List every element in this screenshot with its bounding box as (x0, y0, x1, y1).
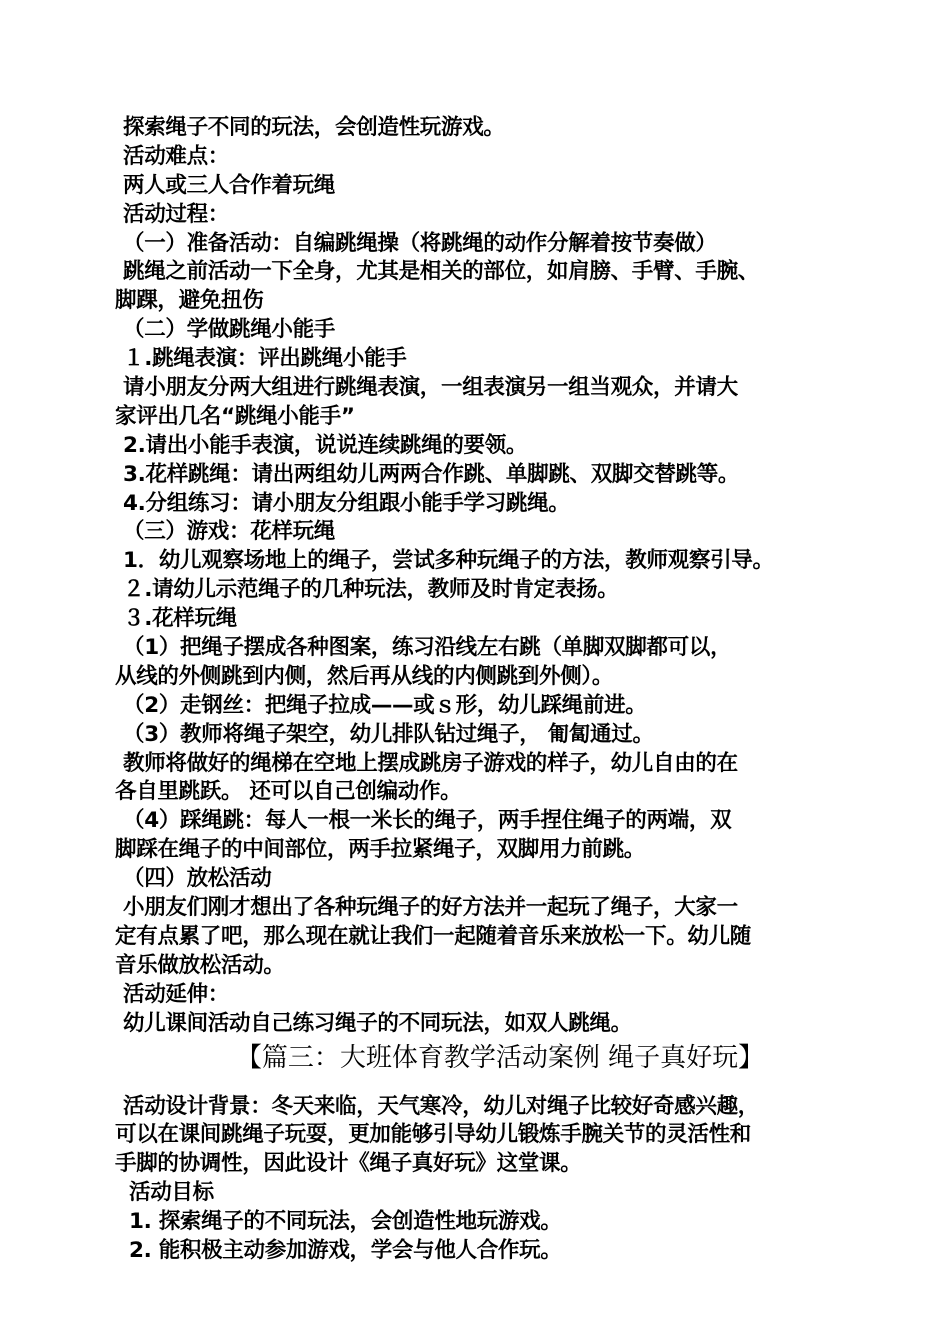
text-line: 活动过程： (123, 201, 230, 227)
text-line: 1. 探索绳子的不同玩法，会创造性地玩游戏。 (129, 1209, 562, 1235)
text-line: 家评出几名“跳绳小能手” (115, 403, 355, 429)
text-line: 从线的外侧跳到内侧，然后再从线的内侧跳到外侧）。 (115, 663, 614, 689)
document-body (115, 114, 845, 1266)
text-line: 4.分组练习：请小朋友分组跟小能手学习跳绳。 (123, 490, 570, 516)
lesson-plan-part-three (115, 1093, 845, 1266)
text-line: 各自里跳跃。 还可以自己创编动作。 (115, 779, 462, 805)
text-line: 跳绳之前活动一下全身，尤其是相关的部位，如肩膀、手臂、手腕、 (123, 259, 760, 285)
text-line: 小朋友们刚才想出了各种玩绳子的好方法并一起玩了绳子，大家一 (123, 895, 738, 921)
text-line: 2.请出小能手表演，说说连续跳绳的要领。 (123, 432, 528, 458)
text-line: 活动目标 (129, 1180, 214, 1206)
text-line: （2）走钢丝：把绳子拉成——或ｓ形，幼儿踩绳前进。 (123, 692, 647, 718)
text-line: 活动难点： (123, 143, 230, 169)
text-line: （三）游戏：花样玩绳 (123, 519, 336, 545)
text-line: ３.花样玩绳 (123, 606, 237, 632)
text-line: 两人或三人合作着玩绳 (123, 172, 336, 198)
text-line: 3.花样跳绳：请出两组幼儿两两合作跳、单脚跳、双脚交替跳等。 (123, 461, 740, 487)
text-line: （4）踩绳跳：每人一根一米长的绳子，两手捏住绳子的两端，双 (123, 808, 732, 834)
text-line: （1）把绳子摆成各种图案，练习沿线左右跳（单脚双脚都可以， (123, 635, 732, 661)
text-line: 教师将做好的绳梯在空地上摆成跳房子游戏的样子，幼儿自由的在 (123, 750, 738, 776)
text-line: 活动延伸： (123, 981, 230, 1007)
text-line: （3）教师将绳子架空，幼儿排队钻过绳子， 匍匐通过。 (123, 721, 654, 747)
text-line: 脚踝，避免扭伤 (115, 288, 264, 314)
text-line: （二）学做跳绳小能手 (123, 317, 336, 343)
text-line: ２.请幼儿示范绳子的几种玩法，教师及时肯定表扬。 (123, 577, 619, 603)
text-line: 活动设计背景：冬天来临，天气寒冷，幼儿对绳子比较好奇感兴趣， (123, 1093, 760, 1119)
text-line: 探索绳子不同的玩法，会创造性玩游戏。 (123, 115, 505, 140)
lesson-plan-part-two (115, 114, 845, 1039)
text-line: 音乐做放松活动。 (115, 952, 285, 978)
text-line: 手脚的协调性，因此设计《绳子真好玩》这堂课。 (115, 1151, 582, 1177)
text-line: １.跳绳表演：评出跳绳小能手 (123, 346, 407, 372)
text-line: 请小朋友分两大组进行跳绳表演，一组表演另一组当观众，并请大 (123, 375, 738, 401)
section-title: 【篇三：大班体育教学活动案例 绳子真好玩】 (235, 1042, 765, 1073)
text-line: （一）准备活动：自编跳绳操（将跳绳的动作分解着按节奏做） (123, 230, 717, 256)
text-line: 2. 能积极主动参加游戏，学会与他人合作玩。 (129, 1237, 562, 1263)
text-line: 定有点累了吧，那么现在就让我们一起随着音乐来放松一下。幼儿随 (115, 923, 752, 949)
text-line: 幼儿课间活动自己练习绳子的不同玩法，如双人跳绳。 (123, 1010, 632, 1036)
text-line: 可以在课间跳绳子玩耍，更加能够引导幼儿锻炼手腕关节的灵活性和 (115, 1122, 752, 1148)
text-line: 1．幼儿观察场地上的绳子，尝试多种玩绳子的方法，教师观察引导。 (123, 548, 774, 574)
text-line: （四）放松活动 (123, 866, 272, 892)
text-line: 脚踩在绳子的中间部位，两手拉紧绳子，双脚用力前跳。 (115, 837, 646, 863)
